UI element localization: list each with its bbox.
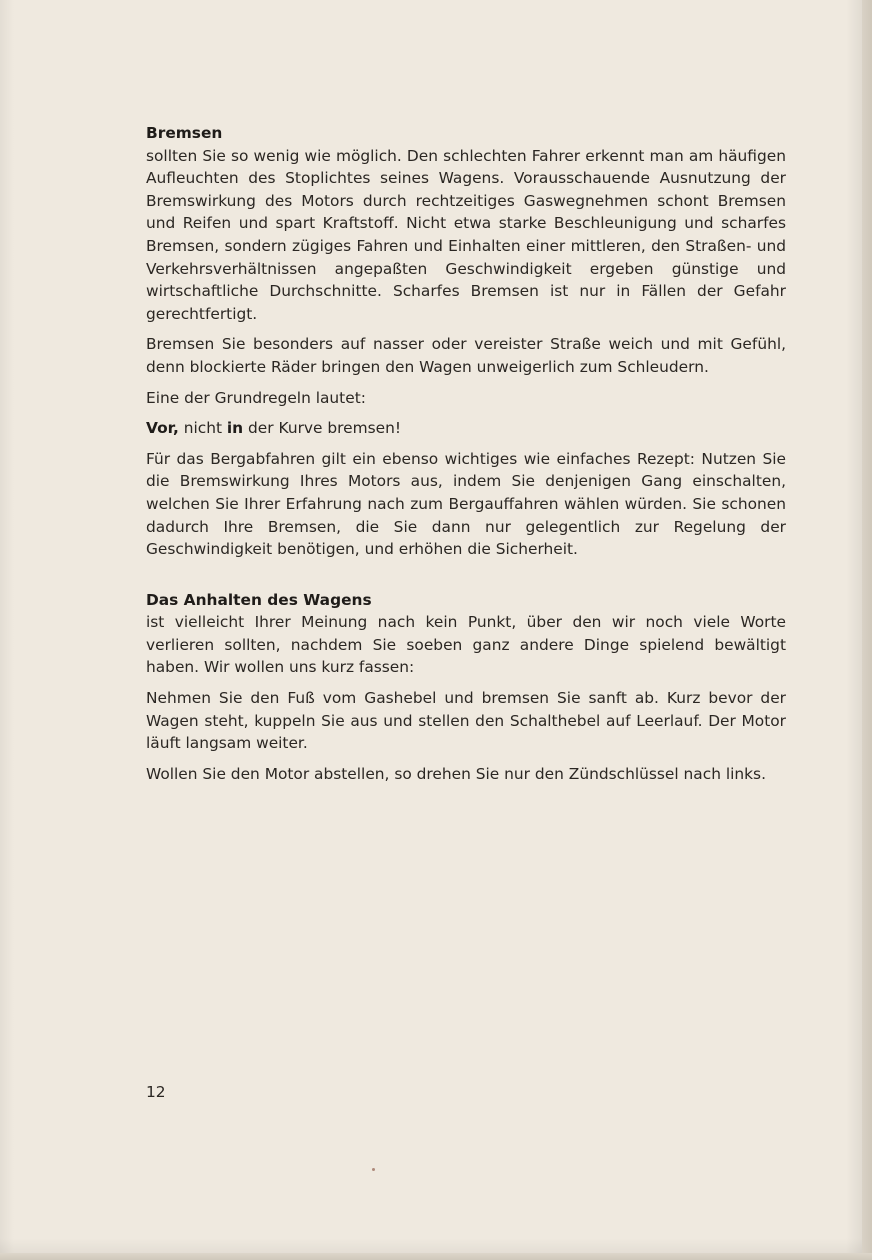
paragraph-anhalten-intro: ist vielleicht Ihrer Meinung nach kein Punkt, über den wir noch viele Worte verlieren sollten, nachdem Sie soeben ganz andere Dinge spielend bewältigt haben. Wir wollen uns kurz fassen: — [146, 613, 786, 677]
rule-bold-in: in — [226, 419, 244, 438]
heading-bremsen: Bremsen — [146, 124, 223, 142]
paragraph-nasse-strasse: Bremsen Sie besonders auf nasser oder vereister Straße weich und mit Gefühl, denn blockierte Räder bringen den Wagen unweigerlich zum Schleudern. — [146, 335, 786, 376]
page-number: 12 — [146, 1083, 166, 1101]
rule-text-2: der Kurve bremsen! — [243, 419, 401, 438]
paragraph-bremsen-intro: sollten Sie so wenig wie möglich. Den schlechten Fahrer erkennt man am häufigen Aufleuchten des Stoplichtes seines Wagens. Vorausschauende Ausnutzung der Bremswirkung des Motors durch rechtzeitiges Gaswegnehmen schont Bremsen und Reifen und spart Kraftstoff. Nicht etwa starke Beschleunigung und scharfes Bremsen, sondern zügiges Fahren und Einhalten einer mittleren, den Straßen- und Verkehrsverhältnissen angepaßten Geschwindigkeit ergeben günstige und wirtschaftliche Durchschnitte. Scharfes Bremsen ist nur in Fällen der Gefahr gerechtfertigt. — [146, 146, 786, 323]
page-edge-bottom — [0, 1253, 872, 1260]
paragraph-motor-abstellen: Wollen Sie den Motor abstellen, so drehen Sie nur den Zündschlüssel nach links. — [146, 764, 766, 783]
paragraph-fuss-vom-gas: Nehmen Sie den Fuß vom Gashebel und bremsen Sie sanft ab. Kurz bevor der Wagen steht, kuppeln Sie aus und stellen den Schalthebel auf Leerlauf. Der Motor läuft langsam weiter. — [146, 689, 786, 753]
page-body — [146, 122, 786, 793]
rule-bold-vor: Vor, — [146, 419, 179, 438]
paper-fleck — [372, 1168, 375, 1171]
rule-text-1: nicht — [178, 419, 227, 438]
paragraph-grundregel: Eine der Grundregeln lautet: — [146, 388, 366, 407]
page-edge-right — [862, 0, 872, 1260]
rule-line — [146, 417, 786, 440]
paragraph-bergabfahren: Für das Bergabfahren gilt ein ebenso wichtiges wie einfaches Rezept: Nutzen Sie die Bremswirkung Ihres Motors aus, indem Sie denjenigen Gang einschalten, welchen Sie Ihrer Erfahrung nach zum Bergauffahren wählen würden. Sie schonen dadurch Ihre Bremsen, die Sie dann nur gelegentlich zur Regelung der Geschwindigkeit benötigen, und erhöhen die Sicherheit. — [146, 449, 786, 559]
heading-anhalten: Das Anhalten des Wagens — [146, 590, 372, 609]
